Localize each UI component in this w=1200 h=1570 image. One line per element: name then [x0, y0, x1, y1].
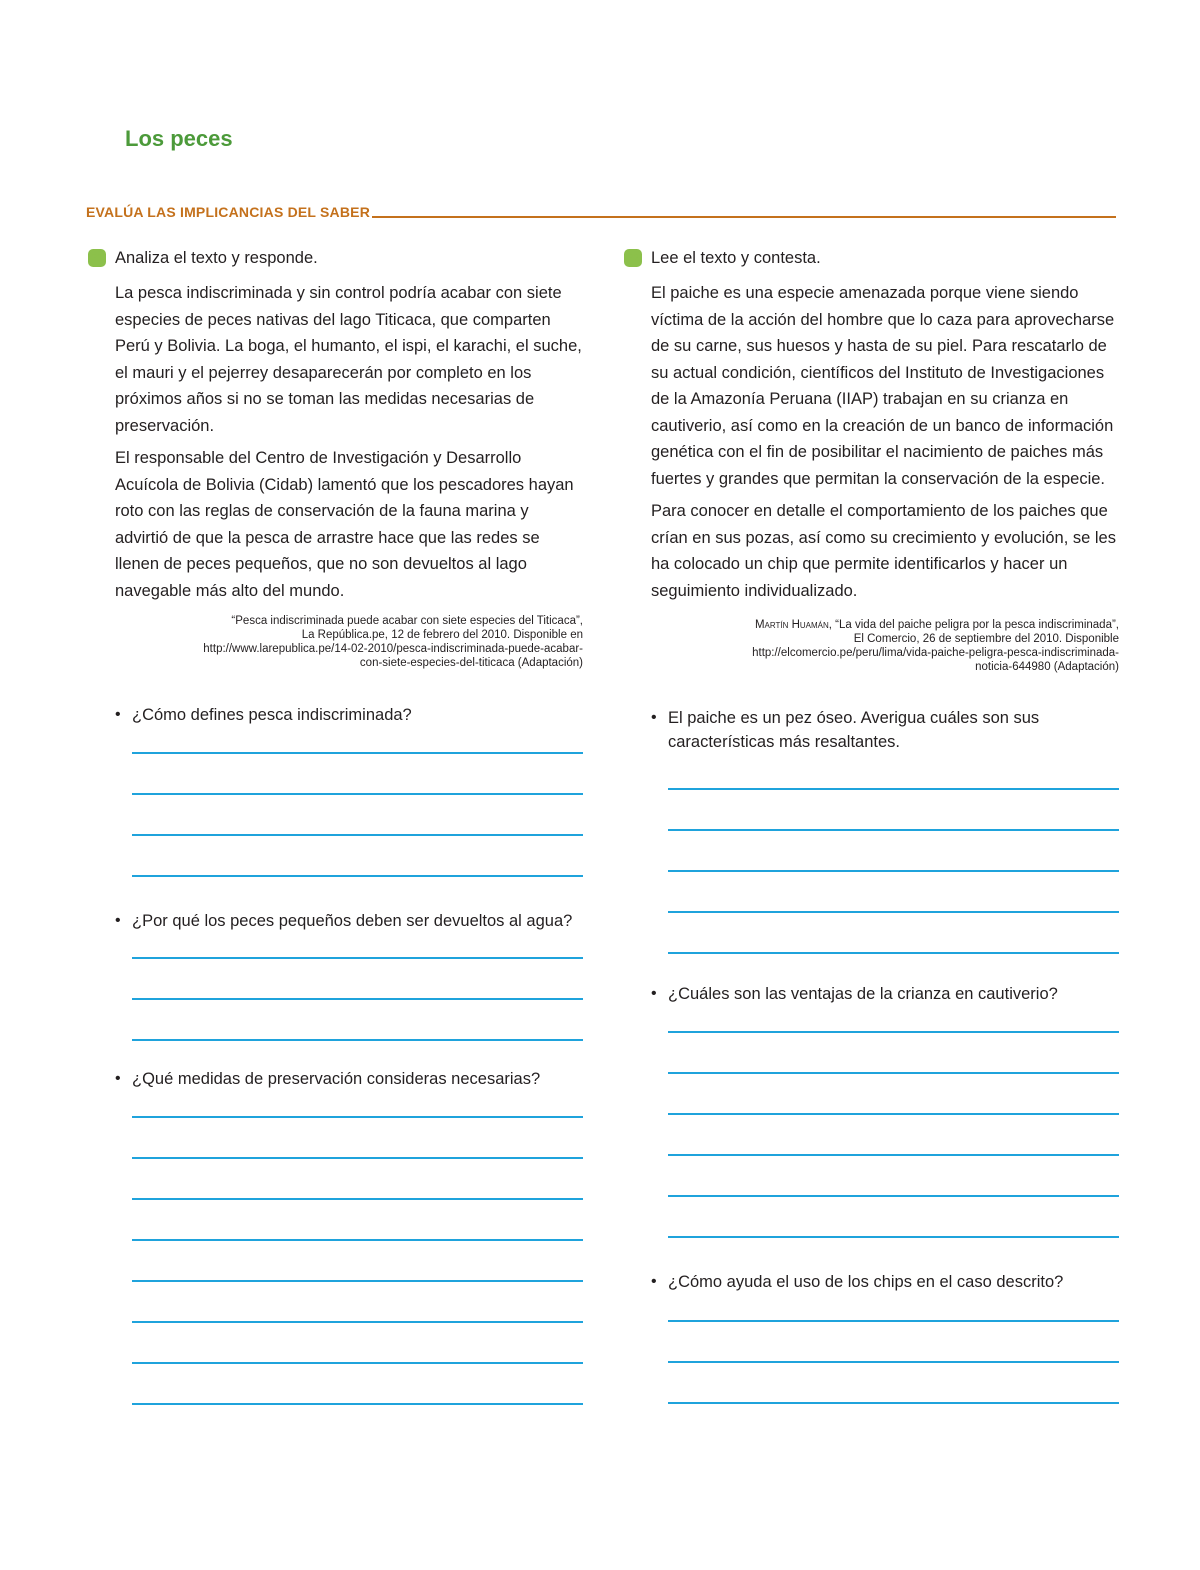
answer-line[interactable]	[668, 1195, 1119, 1197]
answer-line[interactable]	[132, 1239, 583, 1241]
answer-line[interactable]	[668, 1320, 1119, 1322]
question-text: El paiche es un pez óseo. Averigua cuáles son sus características más resaltantes.	[668, 709, 1040, 751]
answer-line[interactable]	[668, 911, 1119, 913]
question-text: ¿Por qué los peces pequeños deben ser devueltos al agua?	[132, 912, 573, 930]
bullet-icon: •	[115, 706, 121, 723]
answer-line[interactable]	[668, 1113, 1119, 1115]
answer-line[interactable]	[132, 1198, 583, 1200]
section-label: EVALÚA LAS IMPLICANCIAS DEL SABER	[86, 204, 371, 220]
bullet-icon: •	[651, 709, 657, 726]
activity-heading	[624, 244, 1119, 272]
answer-line[interactable]	[132, 752, 583, 754]
answer-line[interactable]	[132, 1362, 583, 1364]
bullet-icon: •	[651, 1273, 657, 1290]
citation-line: http://elcomercio.pe/peru/lima/vida-paiche-peligra-pesca-indiscriminada-	[752, 647, 1119, 659]
question-item	[115, 703, 583, 877]
bullet-icon: •	[115, 912, 121, 929]
answer-line[interactable]	[132, 1280, 583, 1282]
question-text: ¿Cómo defines pesca indiscriminada?	[132, 706, 412, 724]
question-text: ¿Cómo ayuda el uso de los chips en el caso descrito?	[668, 1273, 1064, 1291]
source-citation	[651, 618, 1119, 674]
answer-line[interactable]	[668, 788, 1119, 790]
reading-paragraph: Para conocer en detalle el comportamiento de los paiches que crían en sus pozas, así como su crecimiento y evolución, se les ha colocado un chip que permite identificarlos y hacer un seguimiento individualizado.	[651, 502, 1116, 600]
bullet-icon: •	[651, 985, 657, 1002]
answer-lines	[132, 752, 583, 877]
answer-line[interactable]	[132, 1321, 583, 1323]
section-header	[86, 204, 1116, 220]
answer-line[interactable]	[132, 998, 583, 1000]
reading-paragraph: El responsable del Centro de Investigación y Desarrollo Acuícola de Bolivia (Cidab) lamentó que los pescadores hayan roto con las reglas de conservación de la fauna marina y advirtió de que la pesca de arrastre hace que las redes se llenen de peces pequeños, que no son devueltos al lago navegable más alto del mundo.	[115, 449, 574, 600]
activity-21	[88, 244, 583, 1405]
answer-lines	[668, 1031, 1119, 1238]
answer-line[interactable]	[132, 1403, 583, 1405]
answer-line[interactable]	[132, 875, 583, 877]
question-text: ¿Qué medidas de preservación consideras necesarias?	[132, 1070, 541, 1088]
citation-line: “Pesca indiscriminada puede acabar con siete especies del Titicaca”,	[231, 615, 583, 627]
answer-line[interactable]	[132, 1157, 583, 1159]
answer-lines	[668, 1320, 1119, 1404]
activity-number-badge: 21	[88, 249, 106, 267]
question-item	[115, 1067, 583, 1405]
answer-line[interactable]	[132, 1116, 583, 1118]
activity-22	[624, 244, 1119, 1404]
answer-line[interactable]	[132, 793, 583, 795]
activity-heading	[88, 244, 583, 272]
reading-paragraph: El paiche es una especie amenazada porque viene siendo víctima de la acción del hombre que lo caza para aprovecharse de su carne, sus huesos y hasta de su piel. Para rescatarlo de su actual condición, científicos del Instituto de Investigaciones de la Amazonía Peruana (IIAP) trabajan en su crianza en cautiverio, así como en la creación de un banco de información genética con el fin de posibilitar el nacimiento de paiches más fuertes y grandes que permitan la conservación de la especie.	[651, 284, 1115, 488]
citation-line: , “La vida del paiche peligra por la pesca indiscriminada”,	[828, 619, 1119, 631]
citation-line: noticia-644980 (Adaptación)	[975, 661, 1119, 673]
bullet-icon: •	[115, 1070, 121, 1087]
reading-paragraph: La pesca indiscriminada y sin control podría acabar con siete especies de peces nativas del lago Titicaca, que comparten Perú y Bolivia. La boga, el humanto, el ispi, el karachi, el suche, el mauri y el pejerrey desaparecerán por completo en los próximos años si no se toman las medidas necesarias de preservación.	[115, 284, 582, 435]
question-item	[115, 909, 583, 1041]
section-rule	[372, 216, 1116, 218]
answer-line[interactable]	[668, 870, 1119, 872]
reading-text	[651, 280, 1119, 604]
question-item	[651, 706, 1119, 954]
answer-line[interactable]	[668, 952, 1119, 954]
answer-line[interactable]	[668, 1072, 1119, 1074]
answer-line[interactable]	[668, 1236, 1119, 1238]
answer-lines	[132, 1116, 583, 1405]
citation-line: con-siete-especies-del-titicaca (Adaptación)	[359, 657, 583, 669]
question-text: ¿Cuáles son las ventajas de la crianza en cautiverio?	[668, 985, 1058, 1003]
activity-number-badge: 22	[624, 249, 642, 267]
answer-line[interactable]	[668, 829, 1119, 831]
activity-instruction: Lee el texto y contesta.	[651, 248, 821, 267]
question-item	[651, 1270, 1119, 1404]
answer-line[interactable]	[668, 1154, 1119, 1156]
answer-lines	[668, 788, 1119, 954]
answer-line[interactable]	[132, 957, 583, 959]
source-citation	[115, 614, 583, 670]
citation-author: Martín Huamán	[754, 619, 829, 631]
citation-line: http://www.larepublica.pe/14-02-2010/pesca-indiscriminada-puede-acabar-	[203, 643, 583, 655]
citation-line: El Comercio, 26 de septiembre del 2010. Disponible	[853, 633, 1119, 645]
activity-instruction: Analiza el texto y responde.	[115, 248, 318, 267]
answer-line[interactable]	[668, 1402, 1119, 1404]
question-item	[651, 982, 1119, 1238]
answer-line[interactable]	[132, 834, 583, 836]
reading-text	[115, 280, 583, 604]
chapter-title: Los peces	[125, 126, 233, 151]
answer-line[interactable]	[668, 1031, 1119, 1033]
answer-line[interactable]	[668, 1361, 1119, 1363]
citation-line: La República.pe, 12 de febrero del 2010. Disponible en	[301, 629, 583, 641]
answer-line[interactable]	[132, 1039, 583, 1041]
answer-lines	[132, 957, 583, 1041]
